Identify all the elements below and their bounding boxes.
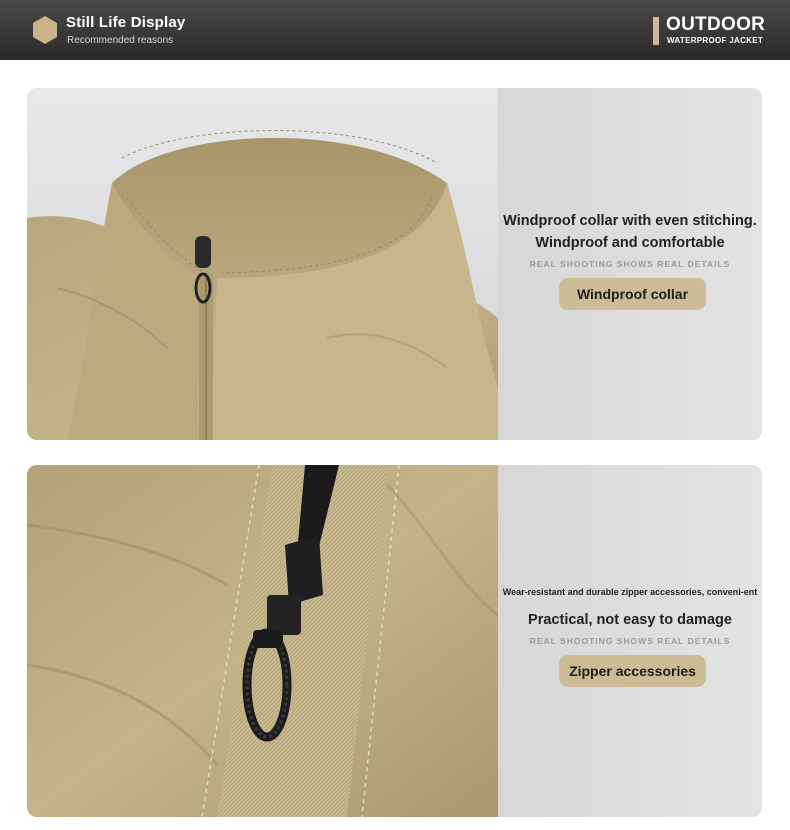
header-title: Still Life Display [66,14,186,31]
feature-tag-collar: Windproof collar [559,278,706,310]
feature-line-1: Windproof collar with even stitching. [503,213,757,229]
feature-tag-zipper: Zipper accessories [559,655,706,687]
jacket-zipper-photo [27,465,498,817]
brand-accent-bar [653,17,659,45]
brand-subtitle: WATERPROOF JACKET [667,36,764,45]
feature-card-collar [27,88,762,440]
hexagon-icon [33,16,57,44]
zipper-illustration [27,465,498,817]
brand-title: OUTDOOR [666,14,766,35]
feature-note: REAL SHOOTING SHOWS REAL DETAILS [529,636,731,646]
header-subtitle: Recommended reasons [67,35,174,46]
page-header [0,0,790,60]
feature-line-2: Windproof and comfortable [535,235,725,251]
jacket-collar-photo [27,88,498,440]
feature-panel-collar [498,88,762,440]
feature-panel-zipper [498,465,762,817]
feature-line-1: Wear-resistant and durable zipper accessories, conveni-ent [502,587,758,597]
feature-line-2: Practical, not easy to damage [528,612,732,628]
feature-card-zipper [27,465,762,817]
feature-note: REAL SHOOTING SHOWS REAL DETAILS [529,259,731,269]
collar-illustration [27,88,498,440]
